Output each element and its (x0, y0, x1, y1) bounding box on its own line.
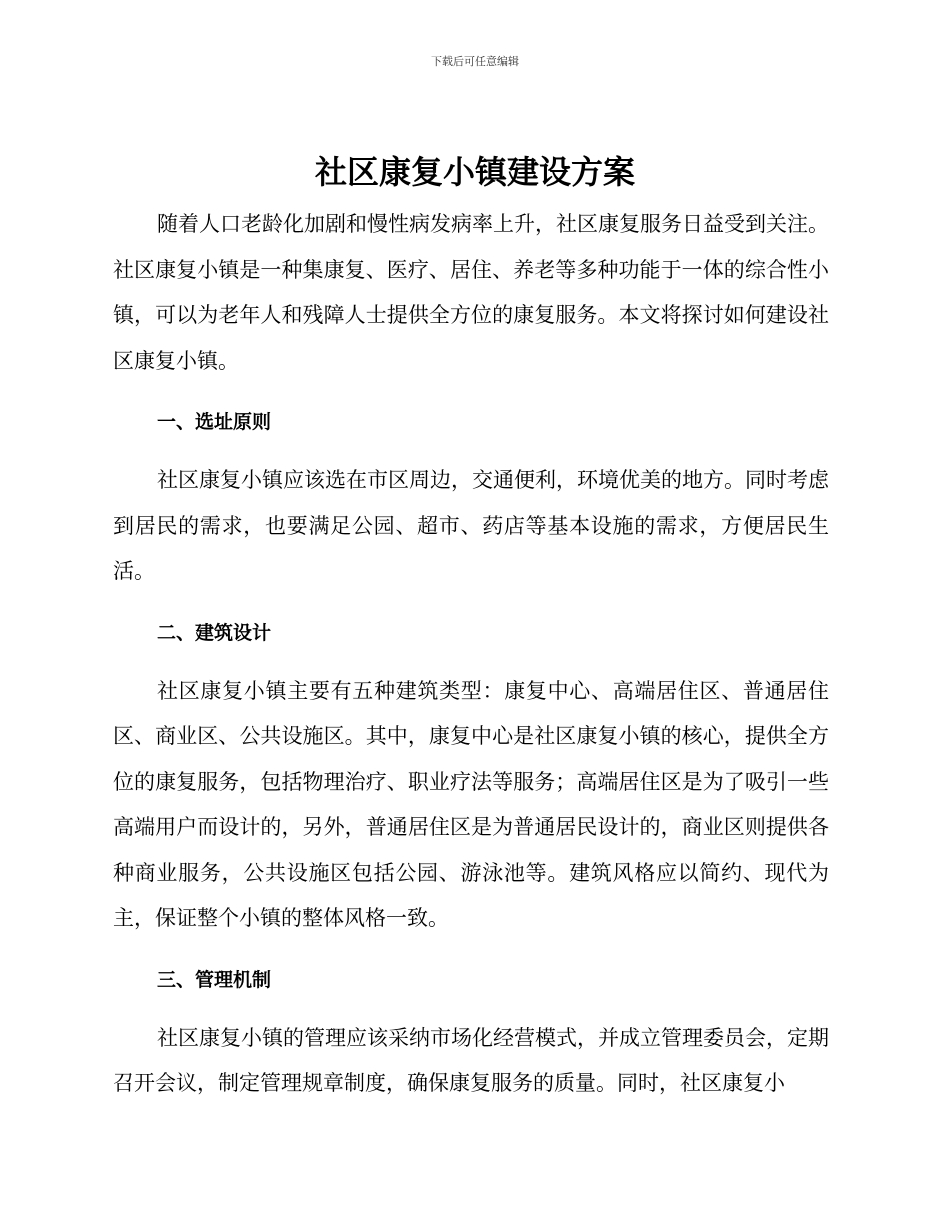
section-body-architecture: 社区康复小镇主要有五种建筑类型：康复中心、高端居住区、普通居住区、商业区、公共设施区。其中，康复中心是社区康复小镇的核心，提供全方位的康复服务，包括物理治疗、职业疗法等服务；高端居住区是为了吸引一些高端用户而设计的，另外，普通居住区是为普通居民设计的，商业区则提供各种商业服务，公共设施区包括公园、游泳池等。建筑风格应以简约、现代为主，保证整个小镇的整体风格一致。 (113, 678, 829, 930)
document-body (113, 202, 829, 1107)
spacer (113, 436, 829, 458)
intro-paragraph: 随着人口老龄化加剧和慢性病发病率上升，社区康复服务日益受到关注。社区康复小镇是一种集康复、医疗、居住、养老等多种功能于一体的综合性小镇，可以为老年人和残障人士提供全方位的康复服务。本文将探讨如何建设社区康复小镇。 (113, 212, 829, 373)
section-body-management: 社区康复小镇的管理应该采纳市场化经营模式，并成立管理委员会，定期召开会议，制定管理规章制度，确保康复服务的质量。同时，社区康复小 (113, 1025, 829, 1095)
document-title: 社区康复小镇建设方案 (314, 153, 635, 191)
spacer (113, 384, 829, 408)
spacer (113, 647, 829, 669)
spacer (113, 595, 829, 619)
section-heading-site-selection: 一、选址原则 (157, 411, 272, 433)
spacer (113, 994, 829, 1016)
section-heading-management: 三、管理机制 (157, 968, 272, 991)
spacer (113, 942, 829, 966)
page-header-note: 下载后可任意编辑 (431, 55, 519, 68)
section-heading-architecture: 二、建筑设计 (157, 621, 272, 644)
section-body-site-selection: 社区康复小镇应该选在市区周边，交通便利，环境优美的地方。同时考虑到居民的需求，也要满足公园、超市、药店等基本设施的需求，方便居民生活。 (113, 468, 829, 583)
